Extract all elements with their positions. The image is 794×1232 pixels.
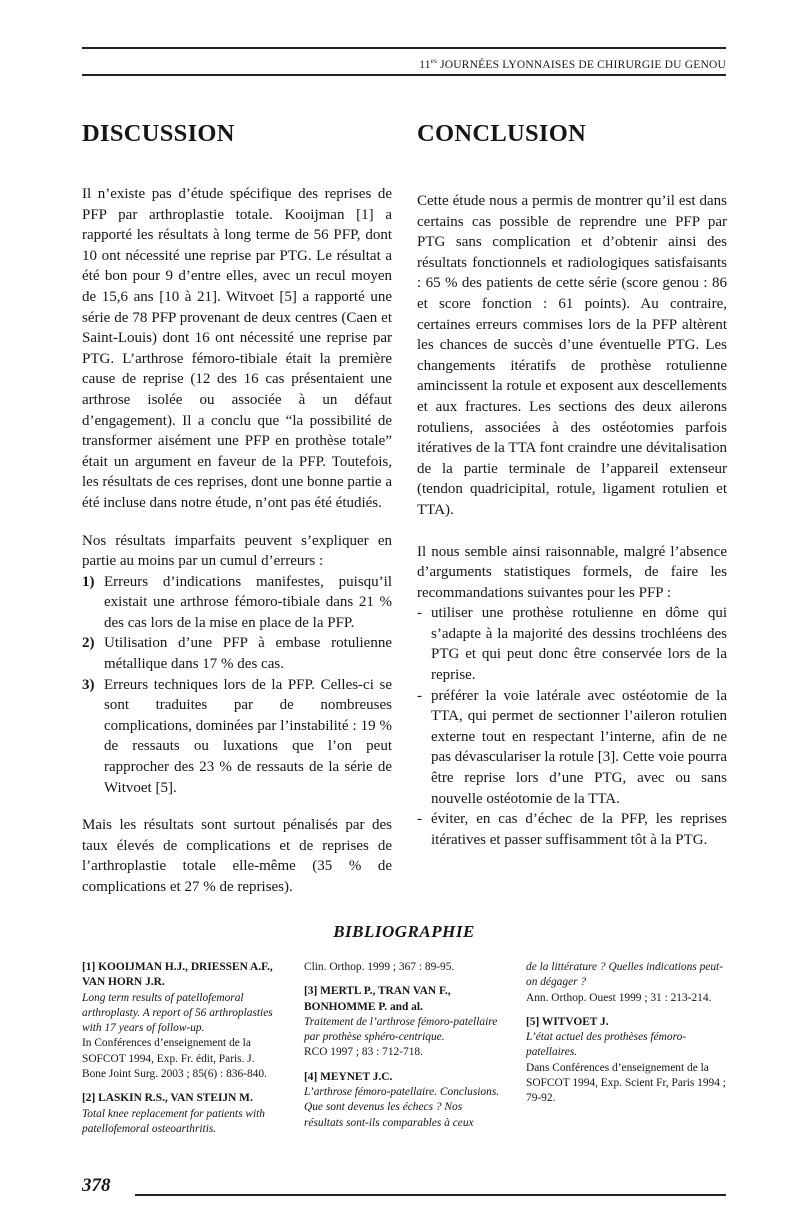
reference-source: Ann. Orthop. Ouest 1999 ; 31 : 213-214.: [526, 991, 712, 1004]
list-text: préférer la voie latérale avec ostéotomie de la TTA, qui permet de sectionner l’aileron rotulien externe tout en respectant l’interne, afin de ne pas dévasculariser la rotule [3]. Cette voie pourra être reprise lors d’une PTG, avec ou sans nouvelle ostéotomie de la TTA.: [431, 687, 727, 807]
reference-author: [3] MERTL P., TRAN VAN F., BONHOMME P. and al.: [304, 985, 451, 1013]
list-text: Utilisation d’une PFP à embase rotulienne métallique dans 17 % des cas.: [104, 635, 392, 673]
bibliography-column-1: [82, 960, 277, 1146]
bibliography-title: BIBLIOGRAPHIE: [333, 922, 475, 941]
reference-source: In Conférences d’enseignement de la SOFCOT 1994, Exp. Fr. édit, Paris. J. Bone Joint Surg. 2003 ; 85(6) : 836-840.: [82, 1037, 267, 1081]
reference-source: Clin. Orthop. 1999 ; 367 : 89-95.: [304, 961, 455, 973]
reference-title: L’arthrose fémoro-patellaire. Conclusions. Que sont devenus les échecs ? Nos résultats sont-ils comparables à ceux: [304, 1086, 500, 1129]
reference-continuation: [526, 960, 726, 1006]
reference-author: [4] MEYNET J.C.: [304, 1070, 393, 1083]
list-dash: -: [417, 605, 422, 622]
header-top-rule: [82, 47, 726, 49]
reference-author: [2] LASKIN R.S., VAN STEIJN M.: [82, 1092, 253, 1105]
header-ordinal: 11: [419, 58, 431, 71]
conclusion-paragraph-1: Cette étude nous a permis de montrer qu’il est dans certains cas possible de reprendre une PFP par PTG sans complication et d’obtenir ainsi des résultats fonctionnels et radiologiques satisfaisants : 65 % des patients de cette série (score genou : 86 et score fonction : 61 points). Au contraire, certaines erreurs commises lors de la PFP altèrent les chances de succès d’une éventuelle PTG. Les changements itératifs de prothèse rotulienne amincissent la rotule et exposent aux descellements et aux fractures. Les sections des deux ailerons rotuliens, associées à des ostéotomies parfois itératives de la TTA font craindre une dévitalisation de la partie terminale de l’appareil extenseur (tendon quadricipital, rotule, ligament rotulien et TTA).: [417, 193, 727, 518]
reference-source: RCO 1997 ; 83 : 712-718.: [304, 1046, 423, 1059]
reference-source: Dans Conférences d’enseignement de la SOFCOT 1994, Exp. Scient Fr, Paris 1994 ; 79-92.: [526, 1061, 726, 1105]
discussion-paragraph-3: Mais les résultats sont surtout pénalisés par des taux élevés de complications et de reprises de l’arthroplastie totale elle-même (35 % de complications et 27 % de reprises).: [82, 817, 392, 895]
reference-title: de la littérature ? Quelles indications peut-on dégager ?: [526, 961, 723, 989]
recommendation-list: [417, 603, 727, 850]
list-number: 2): [82, 635, 95, 652]
header-ordinal-sup: es: [430, 57, 437, 65]
header-title: JOURNÉES LYONNAISES DE CHIRURGIE DU GENOU: [437, 58, 726, 71]
reference-entry: [526, 1015, 726, 1107]
reference-title: Traitement de l’arthrose fémoro-patellaire par prothèse sphéro-centrique.: [304, 1015, 498, 1044]
error-list: [82, 572, 392, 799]
list-text: Erreurs d’indications manifestes, puisqu’il existait une arthrose fémoro-tibiale dans 21 % des cas lors de la mise en place de la PFP.: [104, 573, 392, 631]
list-text: Erreurs techniques lors de la PFP. Celles-ci se sont traduites par de nombreuses complications, dominées par l’instabilité : 19 % de ressauts ou luxations que l’on peut rapprocher des 23 % de ressauts de la série de Witvoet [5].: [104, 676, 392, 796]
reference-entry: [304, 984, 504, 1060]
discussion-column: [82, 184, 392, 915]
discussion-paragraph-2: Nos résultats imparfaits peuvent s’expliquer en partie au moins par un cumul d’erreurs :: [82, 532, 392, 570]
reference-continuation: [304, 960, 504, 975]
list-dash: -: [417, 687, 422, 704]
running-header: [82, 57, 726, 71]
reference-title: Total knee replacement for patients with patellofemoral osteoarthritis.: [82, 1107, 265, 1135]
bibliography-column-3: [526, 960, 726, 1116]
conclusion-column: [417, 191, 727, 850]
list-item: [417, 686, 727, 810]
reference-title: L’état actuel des prothèses fémoro-patellaires.: [526, 1031, 687, 1059]
list-number: 1): [82, 573, 95, 590]
header-bottom-rule: [82, 74, 726, 76]
list-text: éviter, en cas d’échec de la PFP, les reprises itératives et passer suffisamment tôt à la PTG.: [431, 811, 727, 848]
discussion-paragraph-1: Il n’existe pas d’étude spécifique des reprises de PFP par arthroplastie totale. Kooijman [1] a rapporté les résultats à long terme de 56 PFP, dont 10 ont nécessité une reprise par PTG. Le résultat a été bon pour 9 d’entre elles, avec un recul moyen de 15,6 ans [10 à 21]. Witvoet [5] a rapporté une série de 78 PFP provenant de deux centres (Caen et Saint-Louis) dont 16 ont nécessité une reprise par PTG. L’arthrose fémoro-tibiale était la première cause de reprise (12 des 16 cas présentaient une arthrose isolée ou associée à un défaut d’engagement). Il a conclu que “la possibilité de transformer aisément une PFP en prothèse totale” était un argument en faveur de la PFP. Toutefois, les résultats de ces reprises, dont une bonne partie a été incluse dans notre étude, n’ont pas été étudiés.: [82, 186, 392, 511]
list-item: [82, 633, 392, 674]
list-dash: -: [417, 811, 422, 828]
reference-author: [1] KOOIJMAN H.J., DRIESSEN A.F., VAN HORN J.R.: [82, 961, 273, 989]
list-item: [417, 603, 727, 685]
list-item: [417, 809, 727, 850]
reference-entry: [82, 960, 277, 1082]
reference-title: Long term results of patellofemoral arthroplasty. A report of 56 arthroplasties with 17 years of follow-up.: [82, 991, 273, 1035]
list-text: utiliser une prothèse rotulienne en dôme qui s’adapte à la majorité des dessins trochléens des PTG et qui peut donc être conservée lors de la reprise.: [431, 605, 727, 684]
list-item: [82, 572, 392, 634]
list-item: [82, 675, 392, 799]
reference-author: [5] WITVOET J.: [526, 1015, 609, 1028]
discussion-title: DISCUSSION: [82, 120, 235, 147]
page-number: 378: [82, 1175, 111, 1196]
reference-entry: [82, 1091, 277, 1137]
reference-entry: [304, 1070, 504, 1131]
conclusion-paragraph-2: Il nous semble ainsi raisonnable, malgré l’absence d’arguments statistiques formels, de faire les recommandations suivantes pour les PFP :: [417, 543, 727, 601]
footer-rule: [135, 1194, 726, 1196]
conclusion-title: CONCLUSION: [417, 120, 587, 147]
bibliography-column-2: [304, 960, 504, 1140]
list-number: 3): [82, 676, 95, 693]
